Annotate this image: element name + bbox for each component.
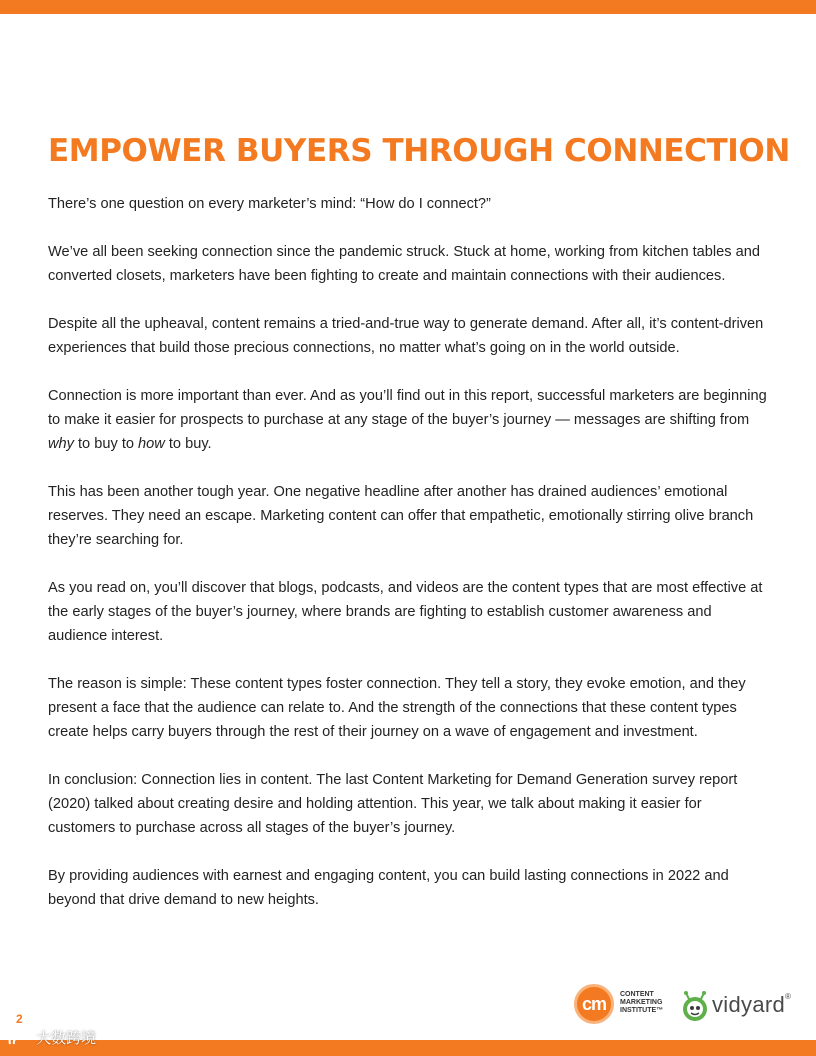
paragraph: Connection is more important than ever. And as you’ll find out in this report, successful marketers are beginning to make it easier for prospects to purchase at any stage of the buyer’s journey — messages are shifting from why to buy to how to buy. xyxy=(48,388,767,452)
bottom-accent-bar xyxy=(0,1040,816,1056)
paragraph: As you read on, you’ll discover that blogs, podcasts, and videos are the content types that are most effective at the early stages of the buyer’s journey, where brands are fighting to establish customer awareness and audience interest. xyxy=(48,580,763,644)
emphasis-why: why xyxy=(48,436,74,452)
cmi-logo xyxy=(572,982,676,1030)
paragraph: The reason is simple: These content types foster connection. They tell a story, they evoke emotion, and they present a face that the audience can relate to. And the strength of the connections that these content types create helps carry buyers through the rest of their journey on a wave of engagement and investment. xyxy=(48,676,746,740)
watermark-logo-icon xyxy=(6,1030,32,1048)
vidyard-wordmark: vidyard® xyxy=(712,992,792,1017)
watermark-text: 大数跨境 xyxy=(36,1030,97,1047)
top-accent-bar xyxy=(0,0,816,14)
paragraph: By providing audiences with earnest and engaging content, you can build lasting connections in 2022 and beyond that drive demand to new heights. xyxy=(48,868,729,908)
page-number: 2 xyxy=(16,1012,23,1026)
watermark xyxy=(6,1024,116,1054)
paragraph: In conclusion: Connection lies in content. The last Content Marketing for Demand Generation survey report (2020) talked about creating desire and holding attention. This year, we talk about making it easier for customers to purchase across all stages of the buyer’s journey. xyxy=(48,772,738,836)
vidyard-robot-icon xyxy=(680,990,710,1022)
body-text xyxy=(48,192,770,936)
paragraph: We’ve all been seeking connection since the pandemic struck. Stuck at home, working from kitchen tables and converted closets, marketers have been fighting to create and maintain connections with their audiences. xyxy=(48,244,760,284)
cmi-logo-text: CONTENT MARKETING INSTITUTE™ xyxy=(620,991,664,1014)
paragraph: There’s one question on every marketer’s mind: “How do I connect?” xyxy=(48,196,491,212)
cmi-logo-icon: cm xyxy=(574,984,614,1024)
page-title: EMPOWER BUYERS THROUGH CONNECTION xyxy=(48,133,790,169)
paragraph: This has been another tough year. One negative headline after another has drained audiences’ emotional reserves. They need an escape. Marketing content can offer that empathetic, emotionally stirring olive branch they’re searching for. xyxy=(48,484,754,548)
vidyard-logo xyxy=(680,988,802,1028)
footer-logos xyxy=(572,982,802,1030)
emphasis-how: how xyxy=(138,436,165,452)
paragraph: Despite all the upheaval, content remains a tried-and-true way to generate demand. After all, it’s content-driven experiences that build those precious connections, no matter what’s going on in the world outside. xyxy=(48,316,764,356)
